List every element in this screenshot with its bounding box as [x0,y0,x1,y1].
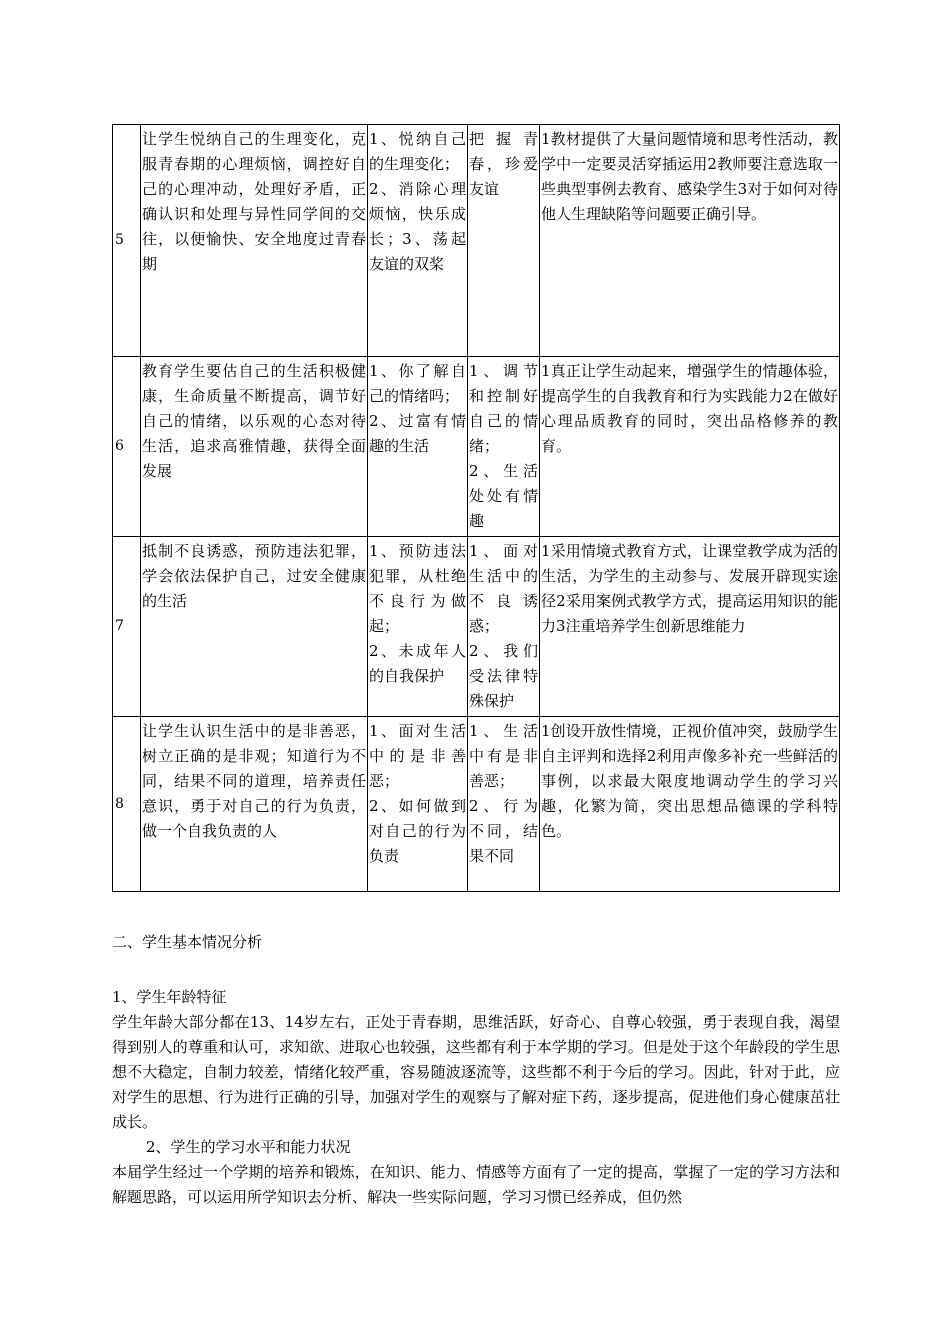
unit-number: 8 [113,717,141,892]
paragraph-age: 学生年龄大部分都在13、14岁左右，正处于青春期，思维活跃，好奇心、自尊心较强，勇于表现自我，渴望得到别人的尊重和认可，求知欲、进取心也较强，这些都有利于本学期的学习。但是处于这个年龄段的学生思想不大稳定，自制力较差，情绪化较严重，容易随波逐流等，这些都不利于今后的学习。因此，针对于此，应对学生的思想、行为进行正确的引导，加强对学生的观察与了解对症下药，逐步提高，促进他们身心健康茁壮成长。 [112,1013,840,1131]
unit-number: 6 [113,357,141,537]
topic-title: 1、面对生活中的不良诱惑； 2、我们受法律特殊保护 [468,537,540,717]
unit-number: 5 [113,125,141,357]
teaching-strategy: 1创设开放性情境，正视价值冲突，鼓励学生自主评判和选择2利用声像多补充一些鲜活的事例，以求最大限度地调动学生的学习兴趣，化繁为简，突出思想品德课的学科特色。 [540,717,840,892]
lesson-title: 1、你了解自己的情绪吗； 2、过富有情趣的生活 [368,357,468,537]
teaching-goal: 抵制不良诱惑，预防违法犯罪，学会依法保护自己，过安全健康的生活 [141,537,368,717]
teaching-goal: 让学生悦纳自己的生理变化，克服青春期的心理烦恼，调控好自己的心理冲动，处理好矛盾，正确认识和处理与异性同学间的交往，以便愉快、安全地度过青春期 [141,125,368,357]
lesson-title: 1、面对生活中的是非善恶； 2、如何做到对自己的行为负责 [368,717,468,892]
teaching-plan-table [112,124,840,892]
subsection-title-age: 1、学生年龄特征 [112,988,227,1006]
teaching-strategy: 1教材提供了大量问题情境和思考性活动，教学中一定要灵活穿插运用2教师要注意选取一些典型事例去教育、感染学生3对于如何对待他人生理缺陷等问题要正确引导。 [540,125,840,357]
table-row [113,357,840,537]
teaching-goal: 让学生认识生活中的是非善恶，树立正确的是非观；知道行为不同，结果不同的道理，培养责任意识，勇于对自己的行为负责，做一个自我负责的人 [141,717,368,892]
table-row [113,125,840,357]
subsection-title-ability: 2、学生的学习水平和能力状况 [146,1138,351,1156]
teaching-strategy: 1真正让学生动起来，增强学生的情趣体验，提高学生的自我教育和行为实践能力2在做好心理品质教育的同时，突出品格修养的教育。 [540,357,840,537]
lesson-title: 1、悦纳自己的生理变化； 2、消除心理烦恼，快乐成长；3、荡起友谊的双桨 [368,125,468,357]
teaching-goal: 教育学生要估自己的生活积极健康，生命质量不断提高，调节好自己的情绪，以乐观的心态对待生活，追求高雅情趣，获得全面发展 [141,357,368,537]
topic-title: 1、生活中有是非善恶； 2、行为不同，结果不同 [468,717,540,892]
paragraph-ability: 本届学生经过一个学期的培养和锻炼，在知识、能力、情感等方面有了一定的提高，掌握了一定的学习方法和解题思路，可以运用所学知识去分析、解决一些实际问题，学习习惯已经养成，但仍然 [112,1163,840,1206]
teaching-strategy: 1采用情境式教育方式，让课堂教学成为活的生活，为学生的主动参与、发展开辟现实途径2采用案例式教学方式，提高运用知识的能力3注重培养学生创新思维能力 [540,537,840,717]
table-row [113,537,840,717]
lesson-title: 1、预防违法犯罪，从杜绝不良行为做起； 2、未成年人的自我保护 [368,537,468,717]
unit-number: 7 [113,537,141,717]
topic-title: 把握青春，珍爱友谊 [468,125,540,357]
table-row [113,717,840,892]
topic-title: 1、调节和控制好自己的情绪； 2、生活处处有情趣 [468,357,540,537]
section-heading: 二、学生基本情况分析 [112,933,263,951]
